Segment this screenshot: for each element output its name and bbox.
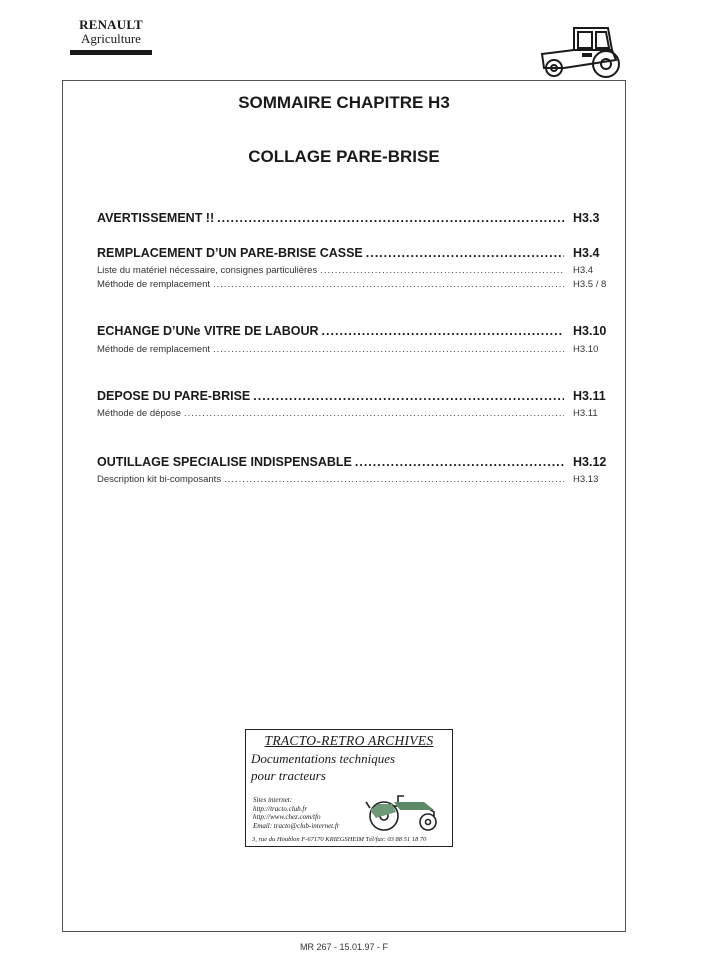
toc-page: H3.5 / 8: [573, 279, 607, 290]
renault-logo: [70, 18, 152, 55]
toc-leader: [366, 246, 564, 260]
stamp-sites: [253, 796, 340, 830]
page-frame: [62, 80, 626, 932]
toc-label: Méthode de remplacement: [97, 279, 211, 290]
toc-page: H3.11: [573, 408, 598, 419]
toc-row: [97, 279, 607, 290]
toc-leader: [217, 211, 564, 225]
toc-page: H3.4: [573, 265, 594, 276]
toc-label: Description kit bi-composants: [97, 474, 222, 485]
toc-leader: [322, 324, 564, 338]
toc-row: [97, 389, 606, 403]
stamp-email: Email: tracto@club-internet.fr: [253, 821, 340, 830]
toc-leader: [320, 265, 564, 276]
toc-label: REMPLACEMENT D’UN PARE-BRISE CASSE: [97, 246, 363, 260]
toc-label: OUTILLAGE SPECIALISE INDISPENSABLE: [97, 455, 352, 469]
archive-stamp: [245, 729, 453, 847]
logo-bar: [70, 50, 152, 55]
toc-page: H3.4: [573, 246, 600, 260]
toc-row: [97, 344, 599, 355]
chapter-title: SOMMAIRE CHAPITRE H3: [238, 93, 450, 112]
toc-label: AVERTISSEMENT !!: [97, 211, 215, 225]
toc-page: H3.13: [573, 474, 599, 485]
logo-sub: Agriculture: [81, 31, 141, 46]
toc-row: [97, 455, 607, 469]
chapter-subtitle: COLLAGE PARE-BRISE: [248, 147, 440, 166]
stamp-line1: Documentations techniques: [251, 751, 396, 766]
stamp-title: TRACTO-RETRO ARCHIVES: [264, 733, 434, 748]
toc-leader: [253, 389, 564, 403]
toc-leader: [184, 408, 564, 419]
toc-page: H3.12: [573, 455, 607, 469]
toc-row: [97, 265, 594, 276]
toc-label: Liste du matériel nécessaire, consignes particulières: [97, 265, 318, 276]
stamp-address: 3, rue du Houblon F-67170 KRIEGSHEIM Tél/fax: 03 88 51 18 70: [252, 836, 427, 843]
toc-leader: [213, 279, 564, 290]
toc-page: H3.3: [573, 211, 600, 225]
toc-leader: [224, 474, 564, 485]
toc-page: H3.11: [573, 389, 606, 403]
toc-label: DEPOSE DU PARE-BRISE: [97, 389, 251, 403]
tractor-icon: [534, 20, 624, 80]
toc-page: H3.10: [573, 324, 607, 338]
toc-label: Méthode de remplacement: [97, 344, 211, 355]
toc-label: Méthode de dépose: [97, 408, 181, 419]
toc-leader: [213, 344, 564, 355]
page-footer: MR 267 - 15.01.97 - F: [300, 942, 389, 952]
toc-label: ECHANGE D’UNe VITRE DE LABOUR: [97, 324, 319, 338]
toc-row: [97, 324, 607, 338]
toc-row: [97, 246, 600, 260]
stamp-site2: http://www.chez.com/tfo: [253, 813, 321, 821]
toc-row: [97, 408, 598, 419]
toc-page: H3.10: [573, 344, 599, 355]
stamp-line2: pour tracteurs: [251, 768, 326, 783]
toc-leader: [355, 455, 564, 469]
stamp-sites-label: Sites internet:: [253, 796, 293, 804]
vintage-tractor-icon: [364, 788, 444, 834]
logo-brand: RENAULT: [79, 17, 143, 32]
stamp-site1: http://tracto.club.fr: [253, 804, 308, 813]
toc-row: [97, 211, 600, 225]
toc-row: [97, 474, 599, 485]
